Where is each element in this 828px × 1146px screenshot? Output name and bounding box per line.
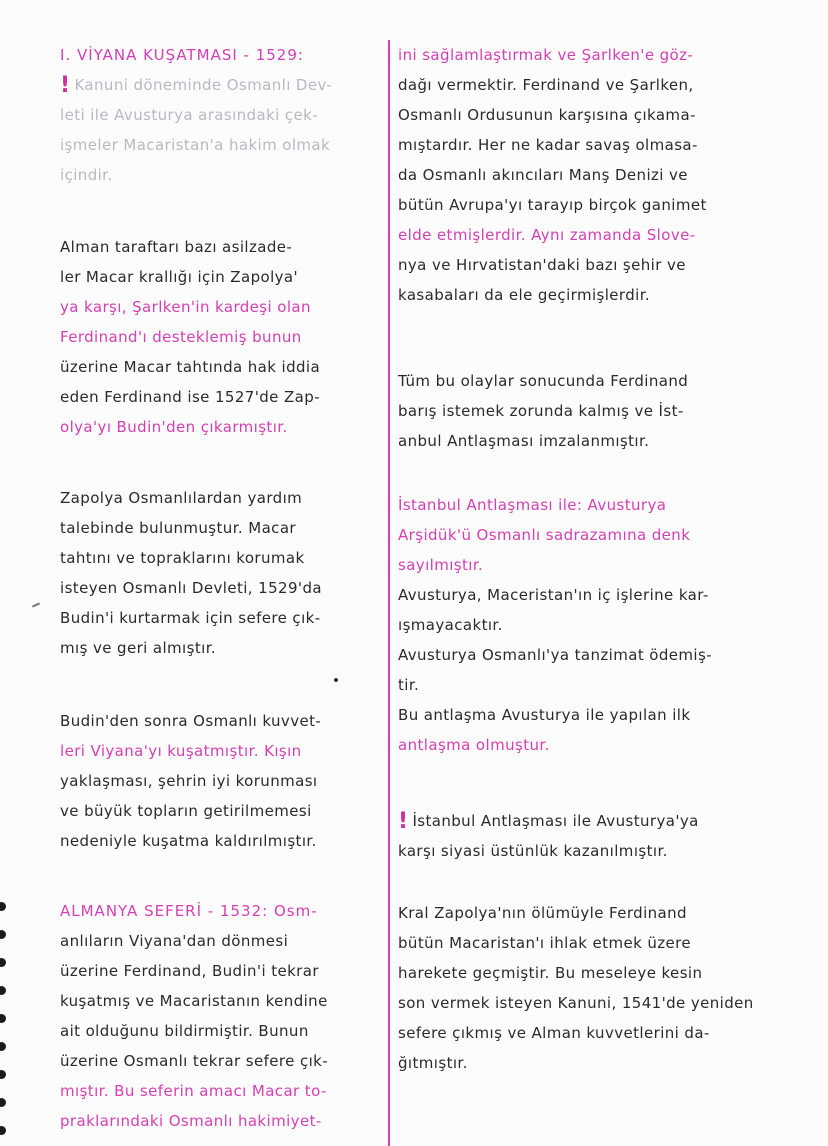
binder-hole [0,902,6,911]
pen-mark [32,602,40,607]
text-line: ya karşı, Şarlken'in kardeşi olan [60,298,311,316]
pen-dot [334,678,338,682]
binder-holes [0,890,10,1146]
text-line: isteyen Osmanlı Devleti, 1529'da [60,579,322,597]
text-line: bütün Macaristan'ı ihlak etmek üzere [398,934,692,952]
text-line: sayılmıştır. [398,556,484,574]
text-line: harekete geçmiştir. Bu meseleye kesin [398,964,703,982]
text-line: içindir. [60,166,113,184]
text-line: karşı siyasi üstünlük kazanılmıştır. [398,842,668,860]
text-line: ve büyük topların getirilmemesi [60,802,312,820]
text-line: kuşatmış ve Macaristanın kendine [60,992,328,1010]
right-paragraph-1 [398,40,818,310]
text-line: nedeniyle kuşatma kaldırılmıştır. [60,832,317,850]
right-paragraph-3 [398,490,818,760]
text-line: Bu antlaşma Avusturya ile yapılan ilk [398,706,691,724]
text-line: üzerine Macar tahtında hak iddia [60,358,321,376]
right-paragraph-2 [398,366,818,456]
text-line: antlaşma olmuştur. [398,736,550,754]
binder-hole [0,1098,6,1107]
right-paragraph-4 [398,806,818,866]
exclamation-icon: ! [60,73,71,98]
text-line: Alman taraftarı bazı asilzade- [60,238,293,256]
text-line: Avusturya Osmanlı'ya tanzimat ödemiş- [398,646,713,664]
text-line: üzerine Osmanlı tekrar sefere çık- [60,1052,329,1070]
text-line: elde etmişlerdir. Aynı zamanda Slove- [398,226,696,244]
text-line: Tüm bu olaylar sonucunda Ferdinand [398,372,689,390]
text-line: nya ve Hırvatistan'daki bazı şehir ve [398,256,686,274]
binder-hole [0,1126,6,1135]
text-line: Ferdinand'ı desteklemiş bunun [60,328,302,346]
text-line: Zapolya Osmanlılardan yardım [60,489,303,507]
binder-hole [0,1070,6,1079]
text-line: olya'yı Budin'den çıkarmıştır. [60,418,288,436]
text-line: ler Macar krallığı için Zapolya' [60,268,299,286]
text-line-content: İstanbul Antlaşması ile Avusturya'ya [412,812,699,830]
text-line: son vermek isteyen Kanuni, 1541'de yeniden [398,994,754,1012]
text-line: Kral Zapolya'nın ölümüyle Ferdinand [398,904,687,922]
text-line: Avusturya, Maceristan'ın iç işlerine kar- [398,586,709,604]
text-line: da Osmanlı akıncıları Manş Denizi ve [398,166,688,184]
exclamation-icon: ! [398,809,409,834]
text-line: tahtını ve topraklarını korumak [60,549,305,567]
binder-hole [0,958,6,967]
text-line: sefere çıkmış ve Alman kuvvetlerini da- [398,1024,710,1042]
section-heading: I. VİYANA KUŞATMASI - 1529: [60,46,304,64]
text-line: talebinde bulunmuştur. Macar [60,519,296,537]
left-paragraph-3 [60,483,382,663]
text-line: bütün Avrupa'yı tarayıp birçok ganimet [398,196,707,214]
text-line: İstanbul Antlaşması ile: Avusturya [398,496,667,514]
text-line: mıştardır. Her ne kadar savaş olmasa- [398,136,698,154]
text-line-content: Kanuni döneminde Osmanlı Dev- [74,76,333,94]
left-paragraph-5 [60,896,382,1136]
binder-hole [0,1042,6,1051]
text-line: eden Ferdinand ise 1527'de Zap- [60,388,320,406]
text-line: ğıtmıştır. [398,1054,468,1072]
text-line: leti ile Avusturya arasındaki çek- [60,106,319,124]
text-line: Osmanlı Ordusunun karşısına çıkama- [398,106,696,124]
binder-hole [0,930,6,939]
text-line: barış istemek zorunda kalmış ve İst- [398,402,684,420]
text-line: Budin'i kurtarmak için sefere çık- [60,609,321,627]
binder-hole [0,986,6,995]
text-line: üzerine Ferdinand, Budin'i tekrar [60,962,319,980]
left-paragraph-1 [60,40,382,190]
column-divider [388,40,390,1146]
text-line: ışmayacaktır. [398,616,503,634]
text-line: Arşidük'ü Osmanlı sadrazamına denk [398,526,691,544]
text-line: leri Viyana'yı kuşatmıştır. Kışın [60,742,302,760]
left-paragraph-4 [60,706,382,856]
text-line: kasabaları da ele geçirmişlerdir. [398,286,651,304]
text-line [60,70,382,100]
right-paragraph-5 [398,898,818,1078]
text-line: yaklaşması, şehrin iyi korunması [60,772,318,790]
text-line: anlıların Viyana'dan dönmesi [60,932,289,950]
section-heading: ALMANYA SEFERİ - 1532: Osm- [60,902,318,920]
text-line: ait olduğunu bildirmiştir. Bunun [60,1022,309,1040]
text-line [398,806,818,836]
text-line: Budin'den sonra Osmanlı kuvvet- [60,712,322,730]
text-line: mıştır. Bu seferin amacı Macar to- [60,1082,327,1100]
text-line: praklarındaki Osmanlı hakimiyet- [60,1112,322,1130]
text-line: mış ve geri almıştır. [60,639,217,657]
text-line: işmeler Macaristan'a hakim olmak [60,136,331,154]
left-paragraph-2 [60,232,382,442]
text-line: dağı vermektir. Ferdinand ve Şarlken, [398,76,694,94]
text-line: ini sağlamlaştırmak ve Şarlken'e göz- [398,46,694,64]
text-line: anbul Antlaşması imzalanmıştır. [398,432,650,450]
text-line: tir. [398,676,420,694]
binder-hole [0,1014,6,1023]
